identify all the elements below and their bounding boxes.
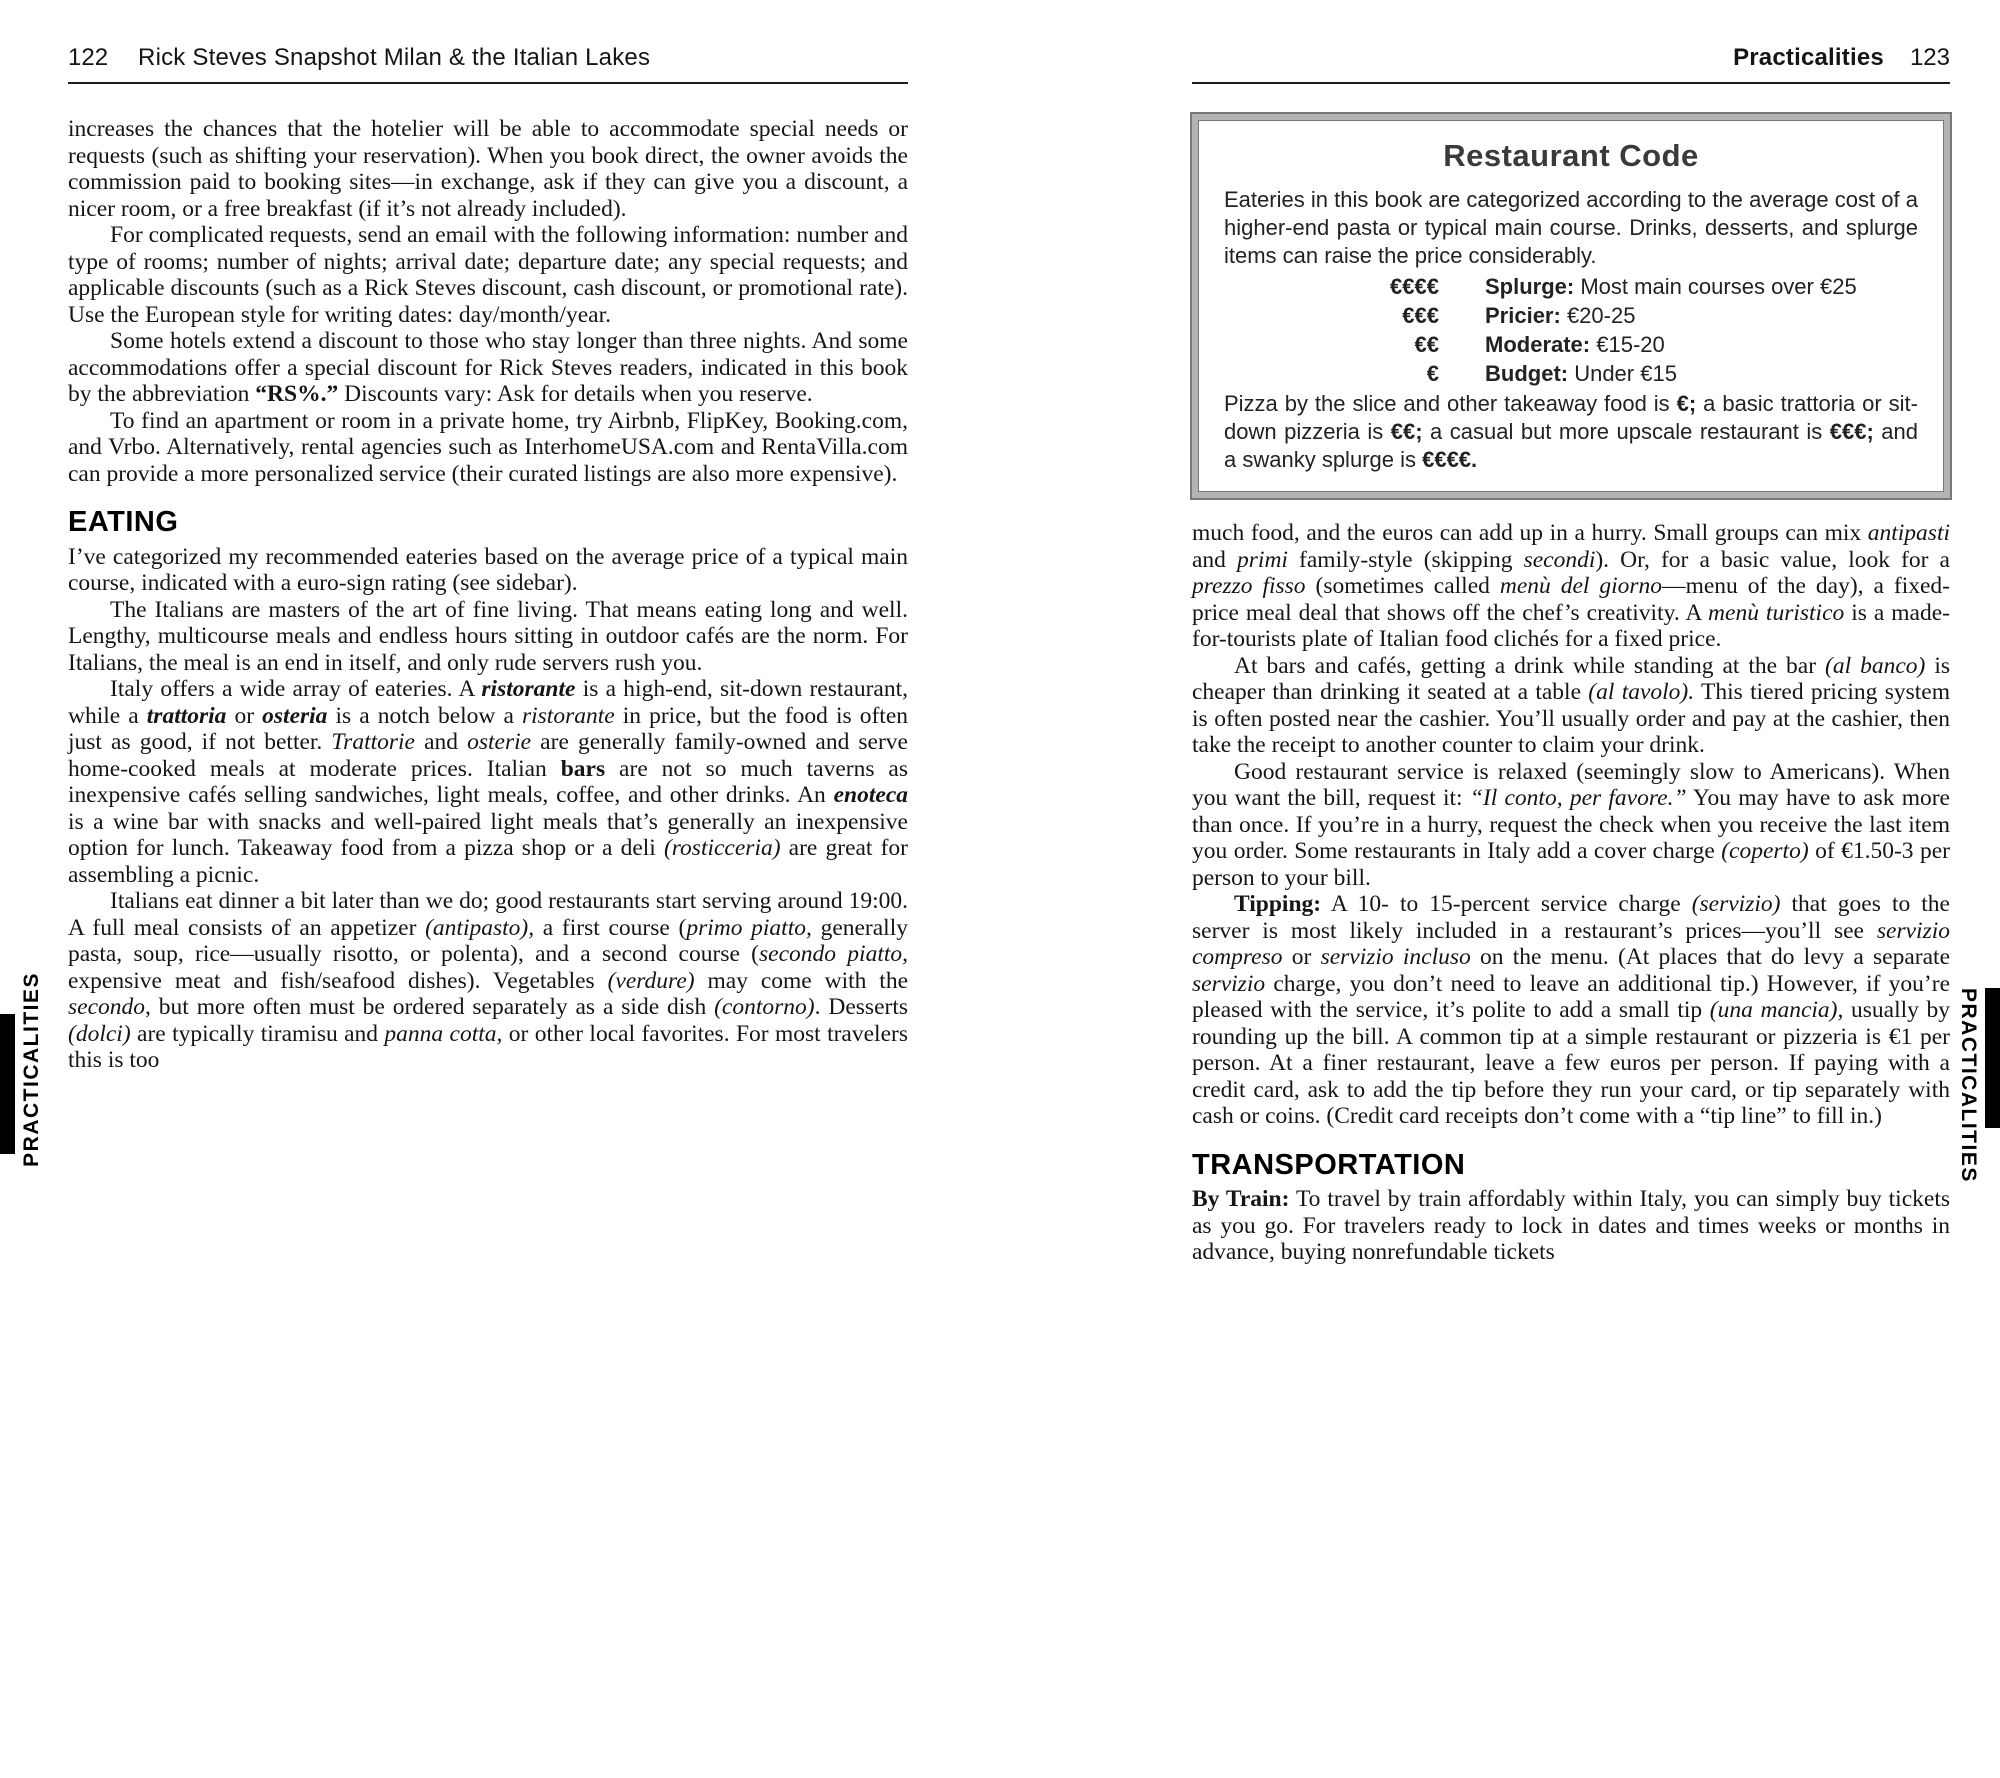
styled-text-run: osteria (262, 702, 328, 729)
restaurant-code-box (1192, 114, 1950, 498)
price-text: Under €15 (1574, 361, 1677, 386)
paragraph (1192, 653, 1950, 759)
styled-text-run: (al banco) (1825, 652, 1926, 679)
paragraph (68, 544, 908, 597)
text-run: are typically tiramisu and (130, 1020, 385, 1047)
text-run: Some hotels extend a discount to those who stay longer than three nights. And some accommodations offer a special discount for Rick Steves readers, indicated in this book by the abbreviation (68, 328, 908, 407)
price-label: Pricier: (1485, 303, 1567, 328)
section-heading: EATING (68, 506, 179, 538)
styled-text-run: secondi (1523, 546, 1596, 573)
text-run: Discounts vary: Ask for details when you reserve. (338, 381, 813, 407)
text-run: Italy offers a wide array of eateries. A (110, 676, 482, 702)
styled-text-run: servizio incluso (1320, 944, 1471, 970)
styled-text-run: primi (1237, 546, 1288, 573)
styled-text-run: menù turistico (1708, 599, 1845, 626)
right-page-header (1192, 44, 1950, 84)
text-run: a first course ( (534, 914, 687, 941)
right-body-text (1192, 520, 1950, 1266)
styled-text-run: (contorno) (714, 994, 815, 1020)
styled-text-run: servizio (1192, 970, 1266, 997)
text-run: and (1192, 546, 1238, 573)
left-running-head: Rick Steves Snapshot Milan & the Italian Lakes (138, 44, 651, 71)
price-description (1485, 272, 1918, 301)
paragraph (1192, 520, 1950, 653)
text-run: and a swanky splurge is (1224, 419, 1918, 472)
styled-text-run: €€; (1390, 419, 1423, 444)
left-page-header (68, 44, 908, 84)
text-run: is cheaper than drinking it seated at a table (1192, 652, 1950, 705)
restaurant-code-title: Restaurant Code (1443, 138, 1699, 173)
text-run: and (415, 729, 468, 755)
paragraph (68, 116, 908, 222)
styled-text-run: €€€€. (1422, 447, 1478, 472)
paragraph (68, 408, 908, 488)
price-table (1224, 272, 1918, 388)
text-run: may come with the (694, 967, 908, 994)
price-label: Splurge: (1485, 274, 1581, 299)
price-text: €15-20 (1596, 332, 1665, 357)
text-run: Italians eat dinner a bit later than we do; good restaurants start serving around 19:00. A full meal consists of an appetizer (68, 888, 908, 941)
styled-text-run: By Train: (1192, 1186, 1290, 1212)
text-run: generally pasta, soup, rice—usually risotto, or polenta), and a second course ( (68, 914, 908, 967)
price-description (1485, 301, 1918, 330)
left-page (68, 44, 908, 1074)
text-run: . Desserts (814, 994, 909, 1020)
paragraph (1192, 759, 1950, 892)
price-row (1224, 301, 1918, 330)
right-running-head: Practicalities (1733, 44, 1884, 71)
styled-text-run: primo piatto, (686, 914, 812, 941)
text-run: The Italians are masters of the art of fine living. That means eating long and well. Lengthy, multicourse meals and endless hours sitting in outdoor cafés are the norm. For Italians, the meal is an end in itself, and only rude servers rush you. (68, 596, 908, 676)
styled-text-run: secondo piatto, (759, 941, 908, 967)
text-run: in price, but the food is often just as good, if not better. (68, 702, 908, 755)
price-row (1224, 272, 1918, 301)
price-label: Moderate: (1485, 332, 1597, 357)
restaurant-code-footer (1224, 390, 1918, 474)
styled-text-run: ristorante (481, 676, 576, 702)
paragraph (1192, 1186, 1950, 1266)
text-run: is a wine bar with snacks and well-paired light meals that’s generally an inexpensive option for lunch. Takeaway food from a pizza shop or a deli (68, 808, 908, 861)
styled-text-run: (servizio) (1691, 891, 1781, 917)
paragraph (68, 676, 908, 888)
text-run: charge, you don’t need to leave an additional tip.) However, if you’re pleased with the service, it’s polite to add a small tip (1192, 970, 1950, 1023)
text-run: usually by rounding up the bill. A common tip at a simple restaurant or pizzeria is €1 per person. At a finer restaurant, leave a few euros per person. If paying with a credit card, ask to add the tip before they run your card, or tip separately with cash or coins. (Credit card receipts don’t come with a “tip line” to fill in.) (1192, 997, 1950, 1129)
text-run: increases the chances that the hotelier will be able to accommodate special needs or requests (such as shifting your reservation). When you book direct, the owner avoids the commission paid to booking sites—in exchange, ask if they can give you a discount, a nicer room, or a free breakfast (if it’s not already included). (68, 116, 908, 222)
price-text: Most main courses over €25 (1580, 274, 1857, 299)
price-description (1485, 330, 1918, 359)
text-run: or (1282, 944, 1321, 970)
restaurant-code-intro: Eateries in this book are categorized according to the average cost of a higher-end pasta or typical main course. Drinks, desserts, and splurge items can raise the price considerably. (1224, 187, 1918, 268)
text-run: or (226, 702, 263, 729)
styled-text-run: antipasti (1867, 520, 1950, 546)
section-tab-label-left: PRACTICALITIES (20, 972, 43, 1167)
styled-text-run: €€€; (1829, 419, 1874, 444)
paragraph (68, 222, 908, 328)
paragraph (68, 888, 908, 1074)
styled-text-run: menù del giorno (1499, 573, 1663, 599)
price-symbol: €€€€ (1390, 274, 1439, 299)
styled-text-run: Tipping: (1234, 891, 1322, 917)
section-tab-label-right: PRACTICALITIES (1957, 988, 1980, 1183)
text-run: A 10- to 15-percent service charge (1321, 891, 1692, 917)
text-run: much food, and the euros can add up in a hurry. Small groups can mix (1192, 520, 1868, 546)
left-body-text (68, 116, 908, 1074)
text-run: on the menu. (At places that do levy a separate (1470, 944, 1951, 970)
price-row (1224, 330, 1918, 359)
styled-text-run: “Il conto, per favore.” (1469, 785, 1687, 811)
text-run: expensive meat and fish/seafood dishes). Vegetables (68, 967, 608, 994)
text-run: a casual but more upscale restaurant is (1422, 419, 1830, 444)
text-run: To find an apartment or room in a private home, try Airbnb, FlipKey, Booking.com, and Vrbo. Alternatively, rental agencies such as InterhomeUSA.com and RentaVilla.com can provide a more personalized service (their curated listings are also more expensive). (68, 407, 908, 487)
text-run: —menu of the day), a fixed-price meal deal that shows off the chef’s creativity. A (1192, 573, 1950, 626)
styled-text-run: servizio compreso (1192, 917, 1950, 970)
styled-text-run: (verdure) (607, 967, 695, 994)
text-run: are great for assembling a picnic. (68, 835, 908, 888)
text-run: family-style (skipping (1287, 546, 1524, 573)
styled-text-run: “RS%.” (255, 381, 339, 407)
styled-text-run: trattoria (146, 702, 227, 729)
styled-text-run: (una mancia), (1709, 997, 1844, 1023)
section-tab-bar-left (0, 1014, 15, 1154)
section-heading: TRANSPORTATION (1192, 1148, 1466, 1181)
text-run: ). Or, for a basic value, look for a (1595, 546, 1950, 573)
right-page-number: 123 (1909, 44, 1950, 71)
styled-text-run: €; (1676, 391, 1697, 416)
styled-text-run: enoteca (833, 782, 908, 808)
section-tab-bar-right (1985, 988, 2000, 1128)
price-symbol: €€ (1414, 332, 1439, 357)
price-symbol: € (1426, 361, 1439, 386)
text-run: or other local favorites. For most travelers this is too (68, 1020, 908, 1073)
price-text: €20-25 (1566, 303, 1636, 328)
text-run: a basic trattoria or sit-down pizzeria is (1224, 391, 1918, 444)
text-run: At bars and cafés, getting a drink while standing at the bar (1234, 652, 1826, 679)
text-run: This tiered pricing system is often posted near the cashier. You’ll usually order and pay at the cashier, then take the receipt to another counter to claim your drink. (1192, 679, 1950, 758)
right-page (1192, 44, 1950, 1266)
text-run: of €1.50-3 per person to your bill. (1192, 838, 1950, 891)
text-run: To travel by train affordably within Italy, you can simply buy tickets as you go. For travelers ready to lock in dates and times weeks or months in advance, buying nonrefundable tickets (1192, 1186, 1950, 1265)
styled-text-run: (al tavolo). (1588, 679, 1695, 705)
styled-text-run: (coperto) (1721, 838, 1809, 864)
styled-text-run: Trattorie (331, 729, 415, 755)
text-run: is a notch below a (327, 702, 522, 729)
paragraph (68, 597, 908, 677)
styled-text-run: secondo (68, 994, 146, 1020)
text-run: is a high-end, sit-down restaurant, while a (68, 676, 908, 729)
text-run: are generally family-owned and serve home-cooked meals at moderate prices. Italian (68, 729, 908, 782)
text-run: is a made-for-tourists plate of Italian food clichés for a fixed price. (1192, 599, 1950, 652)
styled-text-run: (dolci) (68, 1020, 131, 1047)
left-page-number: 122 (68, 44, 109, 71)
styled-text-run: osterie (467, 729, 532, 755)
styled-text-run: ristorante (521, 702, 615, 729)
styled-text-run: panna cotta, (384, 1020, 503, 1047)
price-label: Budget: (1485, 361, 1575, 386)
text-run: are not so much taverns as inexpensive cafés selling sandwiches, light meals, coffee, and other drinks. An (68, 755, 908, 808)
price-row (1224, 359, 1918, 388)
text-run: , but more often must be ordered separately as a side dish (145, 994, 715, 1020)
paragraph (68, 328, 908, 408)
text-run: You may have to ask more than once. If you’re in a hurry, request the check when you receive the last item you order. Some restaurants in Italy add a cover charge (1192, 785, 1950, 864)
text-run: that goes to the server is most likely included in a restaurant’s prices—you’ll see (1192, 891, 1950, 944)
text-run: Pizza by the slice and other takeaway food is (1224, 391, 1677, 416)
text-run: I’ve categorized my recommended eateries based on the average price of a typical main course, indicated with a euro-sign rating (see sidebar). (68, 543, 908, 596)
styled-text-run: (antipasto), (425, 914, 535, 941)
price-description (1485, 359, 1918, 388)
paragraph (1192, 891, 1950, 1130)
text-run: Good restaurant service is relaxed (seemingly slow to Americans). When you want the bill, request it: (1192, 758, 1950, 811)
styled-text-run: bars (560, 755, 606, 782)
price-symbol: €€€ (1402, 303, 1439, 328)
styled-text-run: prezzo fisso (1192, 573, 1306, 599)
text-run: For complicated requests, send an email with the following information: number and type of rooms; number of nights; arrival date; departure date; any special requests; and applicable discounts (such as a Rick Steves discount, cash discount, or promotional rate). Use the European style for writing dates: day/month/year. (68, 222, 908, 328)
styled-text-run: (rosticceria) (663, 835, 781, 861)
text-run: (sometimes called (1305, 573, 1500, 599)
